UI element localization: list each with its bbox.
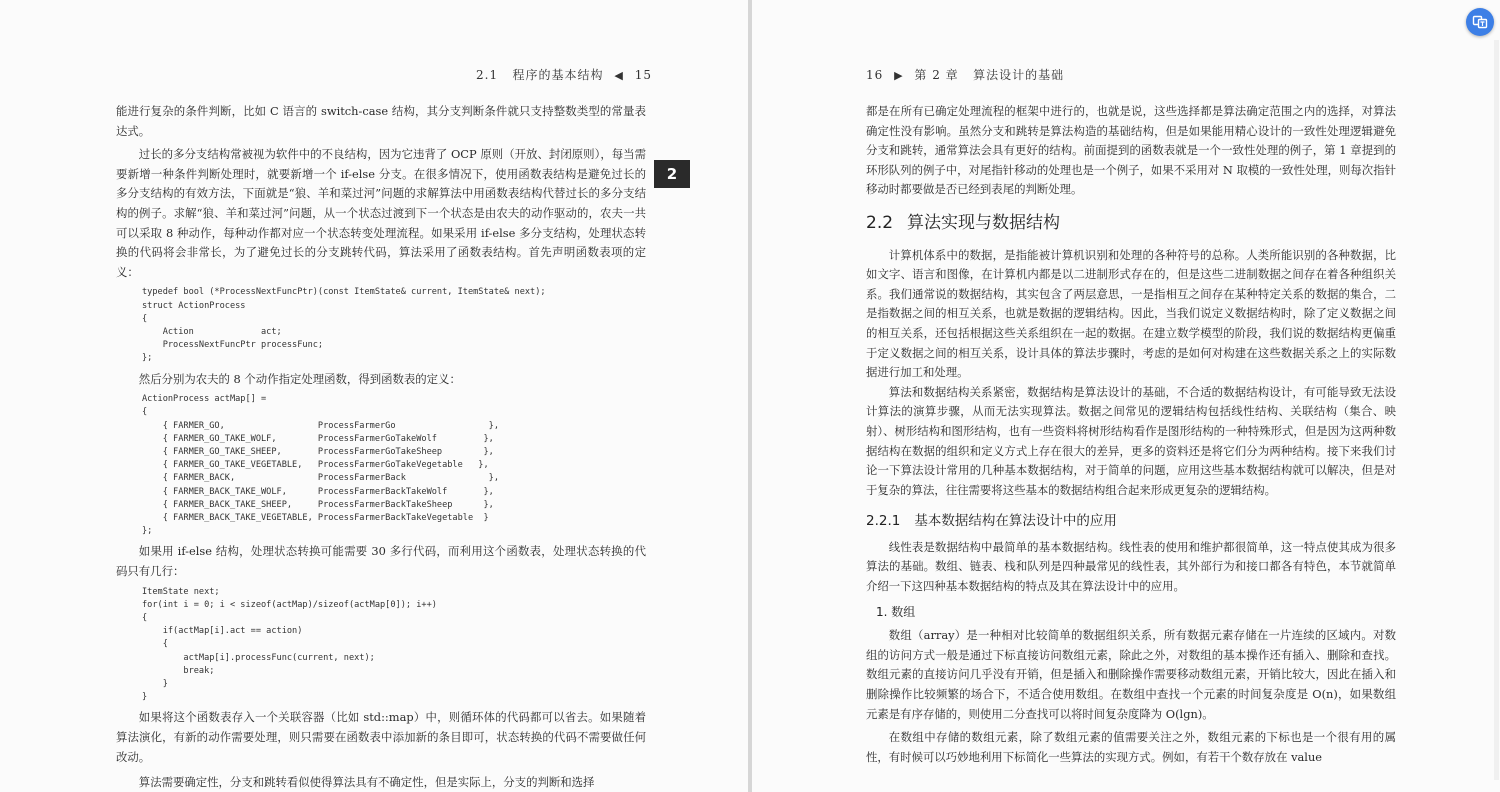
subsection-title: 基本数据结构在算法设计中的应用	[914, 513, 1117, 530]
code-line: { FARMER_BACK_TAKE_VEGETABLE, ProcessFarmerBackTakeVegetable }	[142, 512, 489, 523]
paragraph: 然后分别为农夫的 8 个动作指定处理函数，得到函数表的定义：	[138, 371, 461, 386]
section-heading	[866, 214, 1396, 234]
code-line: { FARMER_BACK, ProcessFarmerBack },	[142, 473, 499, 484]
code-line: }	[142, 679, 168, 689]
code-line: { FARMER_BACK_TAKE_SHEEP, ProcessFarmerBackTakeSheep },	[142, 499, 494, 510]
header-marker-icon: ▶	[894, 69, 904, 82]
code-line: Action act;	[142, 326, 282, 337]
code-line: ProcessNextFuncPtr processFunc;	[142, 340, 324, 351]
code-line: struct ActionProcess	[142, 300, 246, 311]
code-line: { FARMER_GO_TAKE_SHEEP, ProcessFarmerGoTakeSheep },	[142, 446, 494, 457]
running-header-right	[866, 66, 1064, 83]
paragraph: 都是在所有已确定处理流程的框架中进行的，也就是说，这些选择都是算法确定范围之内的选择，对算法确定性没有影响。虽然分支和跳转是算法构造的基础结构，但是如果能用精心设计的一致性处理逻辑避免分支和跳转，通常算法会具有更好的结构。前面提到的函数表就是一个一致性处理的例子，第 1 章提到的环形队列的例子中，对尾指针移动的处理也是一个例子，如果不采用对 N 取模的一致性处理，则每次指针移动时都要做是否已经到表尾的判断处理。	[866, 104, 1396, 197]
code-line: { FARMER_BACK_TAKE_WOLF, ProcessFarmerBackTakeWolf },	[142, 486, 494, 497]
paragraph: 能进行复杂的条件判断，比如 C 语言的 switch-case 结构，其分支判断条件就只支持整数类型的常量表达式。	[116, 104, 646, 138]
paragraph: 如果将这个函数表存入一个关联容器（比如 std::map）中，则循环体的代码都可以省去。如果随着算法演化，有新的动作需要处理，则只需要在函数表中添加新的条目即可，状态转换的代码不需要做任何改动。	[116, 710, 646, 764]
translate-icon	[1472, 14, 1488, 30]
code-line: {	[142, 407, 148, 418]
code-line: { FARMER_GO, ProcessFarmerGo },	[142, 420, 499, 431]
code-line: { FARMER_GO_TAKE_VEGETABLE, ProcessFarmerGoTakeVegetable },	[142, 460, 489, 471]
chapter-tab-badge: 2	[654, 160, 690, 188]
paragraph: 在数组中存储的数组元素，除了数组元素的值需要关注之外，数组元素的下标也是一个很有用的属性，有时候可以巧妙地利用下标简化一些算法的实现方式。例如，有若干个数存放在 value	[866, 730, 1396, 764]
floating-translate-button[interactable]	[1466, 8, 1494, 36]
code-line: ActionProcess actMap[] =	[142, 394, 267, 405]
paragraph: 线性表是数据结构中最简单的基本数据结构。线性表的使用和维护都很简单，这一特点使其成为很多算法的基础。数组、链表、栈和队列是四种最常见的线性表，其外部行为和接口都各有特色，本节就简单介绍一下这四种基本数据结构的特点及其在算法设计中的应用。	[866, 539, 1396, 594]
subsection-heading	[866, 512, 1396, 532]
paragraph: 如果用 if-else 结构，处理状态转换可能需要 30 多行代码，而利用这个函数表，处理状态转换的代码只有几行：	[116, 544, 646, 578]
right-page	[752, 0, 1500, 792]
code-line: {	[142, 612, 148, 623]
header-section-number: 2.1	[476, 68, 499, 82]
code-line: }	[142, 692, 148, 703]
code-block-function-table	[142, 393, 646, 538]
code-line: };	[142, 526, 153, 537]
code-line: { FARMER_GO_TAKE_WOLF, ProcessFarmerGoTakeWolf },	[142, 433, 494, 444]
paragraph: 数组（array）是一种相对比较简单的数据组织关系，所有数据元素存储在一片连续的区域内。对数组的访问方式一般是通过下标直接访问数组元素，除此之外，对数组的基本操作还有插入、删除和查找。数组元素的直接访问几乎没有开销，但是插入和删除操作需要移动数组元素，开销比较大，因此在插入和删除操作比较频繁的场合下，不适合使用数组。在数组中查找一个元素的时间复杂度是 O(n)，如果数组元素是有序存储的，则使用二分查找可以将时间复杂度降为 O(lgn)。	[866, 628, 1396, 721]
code-line: ItemState next;	[142, 586, 220, 597]
code-line: };	[142, 353, 153, 364]
code-block-loop	[142, 586, 646, 705]
item-heading: 1. 数组	[876, 604, 916, 619]
code-line: {	[142, 313, 148, 324]
scrollbar[interactable]	[1494, 40, 1499, 780]
header-marker-icon: ◀	[614, 69, 624, 82]
section-title: 算法实现与数据结构	[907, 212, 1061, 233]
code-line: break;	[142, 665, 215, 676]
code-line: typedef bool (*ProcessNextFuncPtr)(const ItemState& current, ItemState& next);	[142, 287, 546, 298]
code-block-struct	[142, 286, 646, 365]
running-header-left	[476, 66, 652, 83]
subsection-number: 2.2.1	[866, 513, 901, 530]
code-line: for(int i = 0; i < sizeof(actMap)/sizeof(actMap[0]); i++)	[142, 599, 437, 610]
paragraph: 算法和数据结构关系紧密，数据结构是算法设计的基础，不合适的数据结构设计，有可能导致无法设计算法的演算步骤，从而无法实现算法。数据之间常见的逻辑结构包括线性结构、关联结构（集合、映射）、树形结构和图形结构，也有一些资料将树形结构看作是图形结构的一种特殊形式，但是因为这两种数据结构在数据的组织和定义方式上存在很大的差异，更多的资料还是将它们分为两种结构。接下来我们讨论一下算法设计常用的几种基本数据结构，对于简单的问题，应用这些基本数据结构就可以解决，但是对于复杂的算法，往往需要将这些基本的数据结构组合起来形成更复杂的逻辑结构。	[866, 384, 1396, 497]
paragraph: 过长的多分支结构常被视为软件中的不良结构，因为它违背了 OCP 原则（开放、封闭原则），每当需要新增一种条件判断处理时，就要新增一个 if-else 分支。在很多情况下，使用函数表结构是避免过长的多分支结构的有效方法，下面就是“狼、羊和菜过河”问题的求解算法中用函数表结构代替过长的多分支结构的例子。求解“狼、羊和菜过河”问题，从一个状态过渡到下一个状态是由农夫的动作驱动的，农夫一共可以采取 8 种动作，每种动作都对应一个状态转变处理流程。如果采用 if-else 多分支结构，处理状态转换的代码将会非常长，为了避免过长的分支跳转代码，算法采用了函数表结构。首先声明函数表项的定义：	[116, 147, 646, 279]
code-line: if(actMap[i].act == action)	[142, 626, 303, 637]
paragraph: 算法需要确定性，分支和跳转看似使得算法具有不确定性，但是实际上，分支的判断和选择	[138, 775, 595, 790]
code-line: actMap[i].processFunc(current, next);	[142, 652, 375, 663]
right-body	[866, 102, 1396, 767]
left-page	[0, 0, 748, 792]
paragraph: 计算机体系中的数据，是指能被计算机识别和处理的各种符号的总称。人类所能识别的各种数据，比如文字、语言和图像，在计算机内都是以二进制形式存在的，但是这些二进制数据之间存在着各种组织关系。我们通常说的数据结构，其实包含了两层意思，一是指相互之间存在某种特定关系的数据的集合，二是指数据之间的相互关系，也就是数据的逻辑结构。因此，当我们说定义数据结构时，除了定义数据之间的相互关系，还包括根据这些关系组织在一起的数据。在建立数学模型的阶段，我们说的数据结构更偏重于定义数据之间的相互关系，设计具体的算法步骤时，考虑的是如何对构建在这些数据关系之上的实际数据进行加工和处理。	[866, 247, 1396, 380]
section-number: 2.2	[866, 212, 894, 233]
code-line: {	[142, 639, 168, 650]
header-title: 程序的基本结构	[512, 68, 604, 82]
header-chapter: 第 2 章	[914, 68, 959, 82]
page-number: 16	[866, 68, 884, 82]
header-title: 算法设计的基础	[973, 68, 1065, 82]
left-body	[116, 102, 646, 792]
page-number: 15	[634, 68, 652, 82]
